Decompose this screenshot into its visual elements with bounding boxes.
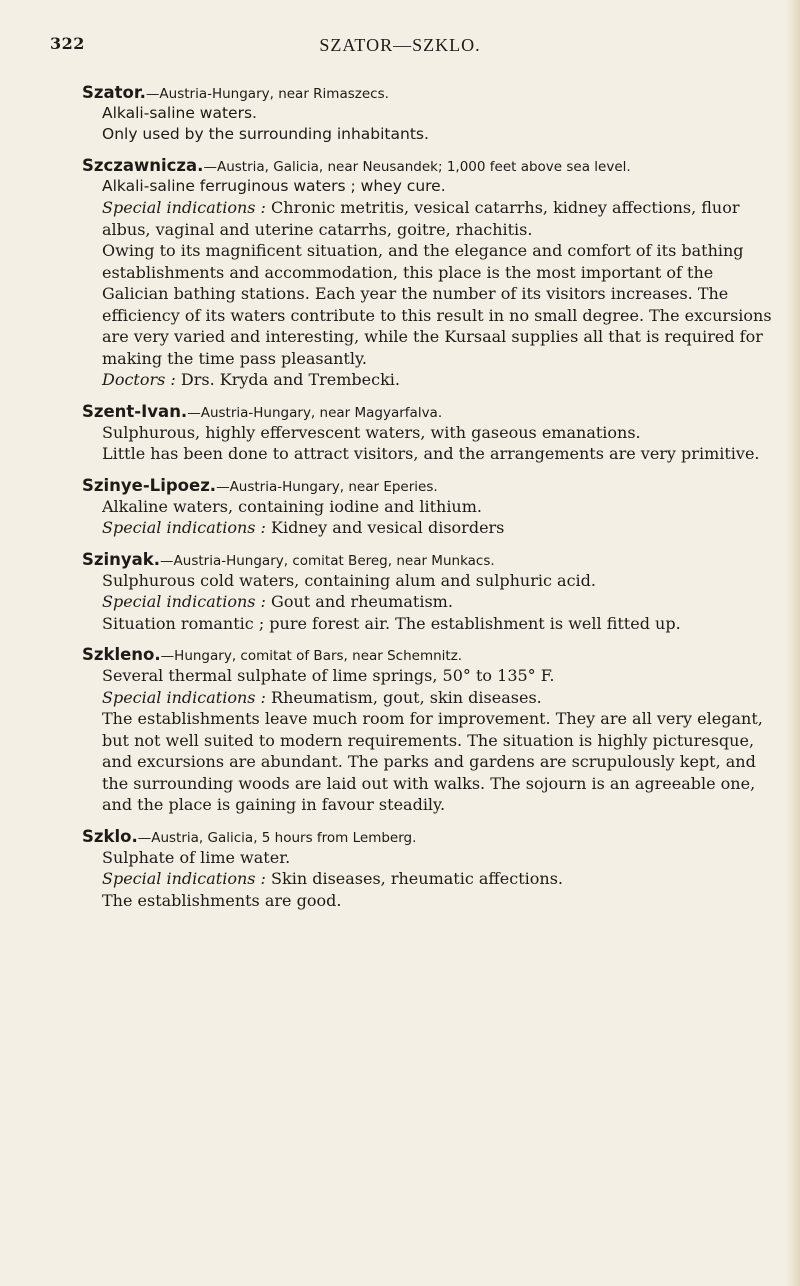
entry-name: Szator.	[82, 83, 146, 102]
entry-heading	[82, 157, 772, 176]
special-indications-label: Special indications :	[102, 198, 266, 217]
special-indications	[102, 197, 772, 240]
entry-location: —Hungary, comitat of Bars, near Schemnitz.	[160, 648, 463, 664]
entry-paragraph: Situation romantic ; pure forest air. The establishment is well fitted up.	[102, 613, 681, 633]
entry-paragraph: The establishments leave much room for improvement. They are all very elegant, but not well suited to modern requirements. The situation is highly picturesque, and excursions are abundant. The parks and gardens are scrupulously kept, and the surrounding woods are laid out with walks. The sojourn is an agreeable one, and the place is gaining in favour steadily.	[102, 709, 763, 814]
entry-body	[82, 496, 772, 539]
special-indications-text: Gout and rheumatism.	[271, 592, 453, 611]
special-indications	[102, 517, 772, 539]
doctors	[102, 369, 772, 391]
entry-body	[82, 176, 772, 391]
entry-location: —Austria-Hungary, near Rimaszecs.	[145, 86, 389, 102]
special-indications	[102, 868, 772, 890]
doctors-text: Drs. Kryda and Trembecki.	[180, 370, 400, 389]
entry-szczawnicza	[82, 157, 772, 391]
entry-szinye-lipoez	[82, 477, 772, 539]
entry-heading	[82, 477, 772, 496]
entry-heading	[82, 551, 772, 570]
entry-szinyak	[82, 551, 772, 635]
special-indications	[102, 591, 772, 613]
page-edge-shadow	[786, 0, 800, 1286]
entry-line: Alkaline waters, containing iodine and lithium.	[102, 496, 482, 516]
special-indications-label: Special indications :	[102, 518, 266, 537]
entry-heading	[82, 828, 772, 847]
entry-heading	[82, 403, 772, 422]
page-header	[0, 30, 800, 60]
entry-line: Sulphurous cold waters, containing alum and sulphuric acid.	[102, 570, 596, 590]
entry-paragraph: Little has been done to attract visitors, and the arrangements are very primitive.	[102, 444, 760, 463]
special-indications-label: Special indications :	[102, 592, 266, 611]
entry-name: Szczawnicza.	[82, 156, 204, 175]
entry-location: —Austria, Galicia, 5 hours from Lemberg.	[137, 829, 417, 846]
entry-line: Sulphate of lime water.	[102, 847, 291, 867]
entry-body	[82, 665, 772, 816]
running-title: SZATOR—SZKLO.	[319, 35, 481, 55]
doctors-label: Doctors :	[102, 370, 176, 389]
entry-location: —Austria-Hungary, near Magyarfalva.	[187, 404, 443, 421]
entry-szkleno	[82, 646, 772, 816]
entry-heading	[82, 646, 772, 665]
entry-line: Alkali-saline ferruginous waters ; whey cure.	[102, 177, 446, 195]
entry-name: Szklo.	[82, 826, 138, 846]
special-indications-label: Special indications :	[102, 687, 266, 707]
special-indications-text: Rheumatism, gout, skin diseases.	[271, 687, 542, 707]
entry-body	[82, 103, 772, 145]
entry-body	[82, 570, 772, 635]
entry-line: Alkali-saline waters.	[102, 104, 257, 122]
entry-location: —Austria, Galicia, near Neusandek; 1,000 feet above sea level.	[203, 159, 631, 175]
entry-szent-ivan	[82, 403, 772, 465]
entry-location: —Austria-Hungary, comitat Bereg, near Munkacs.	[160, 552, 495, 569]
entry-location: —Austria-Hungary, near Eperies.	[216, 478, 438, 495]
entry-heading	[82, 84, 772, 103]
entry-line: Only used by the surrounding inhabitants.	[102, 125, 429, 143]
special-indications	[102, 687, 772, 709]
entry-body	[82, 847, 772, 912]
special-indications-text: Skin diseases, rheumatic affections.	[271, 869, 563, 888]
entry-body	[82, 422, 772, 465]
entry-line: Sulphurous, highly effervescent waters, with gaseous emanations.	[102, 422, 641, 442]
entry-name: Szinye-Lipoez.	[82, 475, 217, 495]
entry-line: Several thermal sulphate of lime springs, 50° to 135° F.	[102, 666, 555, 685]
entry-szklo	[82, 828, 772, 912]
special-indications-label: Special indications :	[102, 869, 266, 888]
entry-szator	[82, 84, 772, 145]
special-indications-text: Chronic metritis, vesical catarrhs, kidney affections, fluor albus, vaginal and uterine catarrhs, goitre, rhachitis.	[102, 198, 740, 239]
page-number: 322	[50, 34, 85, 53]
special-indications-text: Kidney and vesical disorders	[271, 518, 505, 537]
entry-name: Szent-Ivan.	[82, 401, 188, 421]
entry-name: Szinyak.	[82, 549, 161, 569]
entry-paragraph: The establishments are good.	[102, 890, 342, 910]
entry-name: Szkleno.	[82, 645, 161, 664]
entry-paragraph: Owing to its magnificent situation, and the elegance and comfort of its bathing establishments and accommodation, this place is the most important of the Galician bathing stations. Each year the number of its visitors increases. The efficiency of its waters contribute to this result in no small degree. The excursions are very varied and interesting, while the Kursaal supplies all that is required for making the time pass pleasantly.	[102, 241, 772, 368]
entries-column	[82, 84, 772, 911]
